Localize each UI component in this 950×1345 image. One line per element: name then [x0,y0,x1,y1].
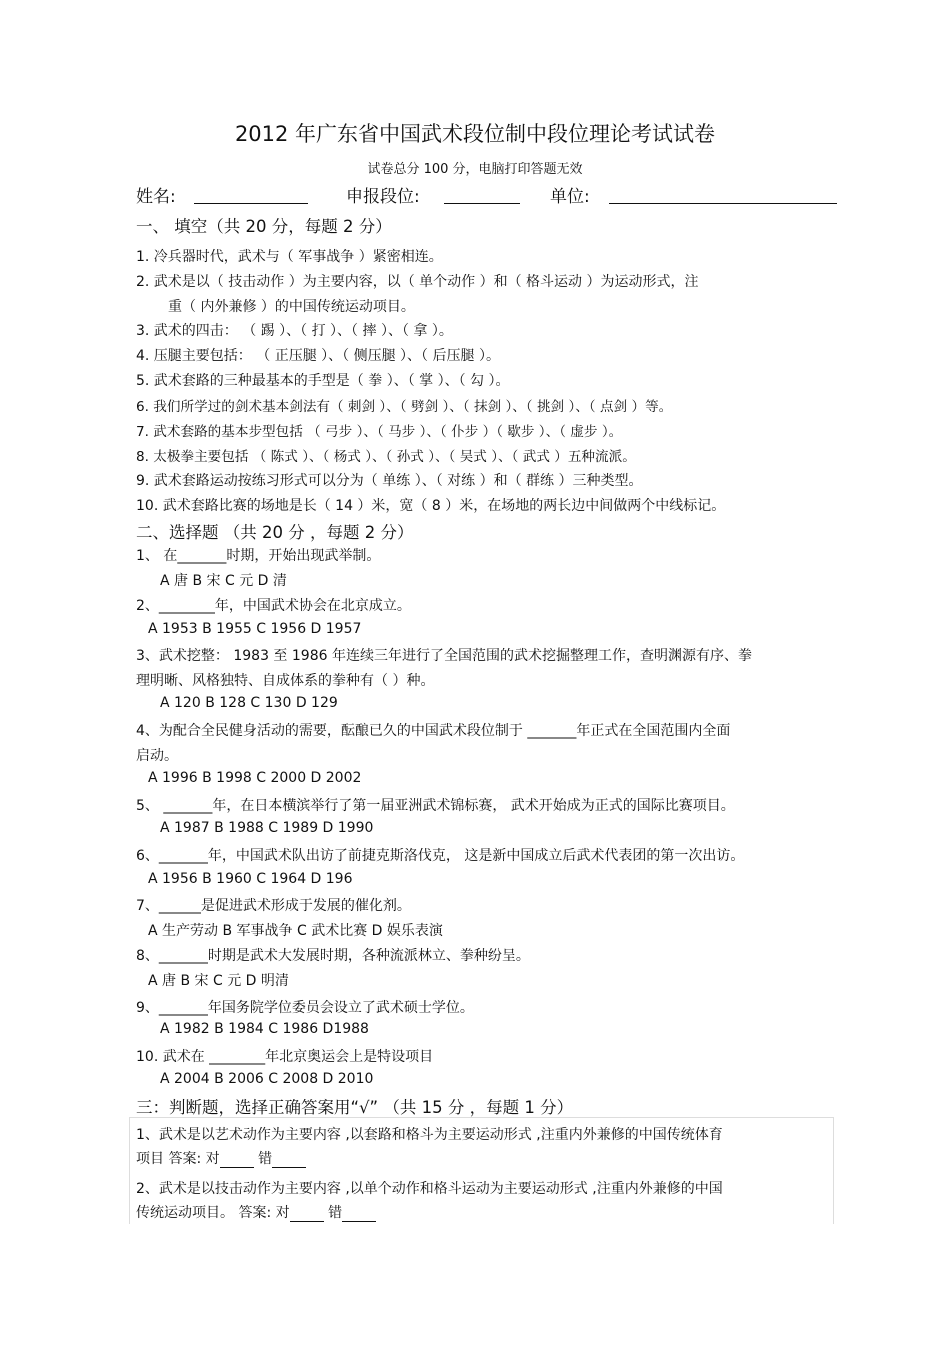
fill-item: 5. 武术套路的三种最基本的手型是（ 拳 ）、（ 掌 ）、（ 勾 ）。 [136,373,510,389]
judge-answer-2 [136,1202,376,1222]
name-blank[interactable] [194,203,308,204]
choice-options: A 唐 B 宋 C 元 D 清 [160,573,287,589]
choice-options: A 生产劳动 B 军事战争 C 武术比赛 D 娱乐表演 [148,923,443,939]
judge-question-2: 2、武术是以技击动作为主要内容 ,以单个动作和格斗运动为主要运动形式 ,注重内外兼修的中国 [136,1181,723,1197]
fill-item: 6. 我们所学过的剑术基本剑法有（ 刺剑 ）、（ 劈剑 ）、（ 抹剑 ）、（ 挑剑 ）、（ 点剑 ）等。 [136,399,673,415]
choice-question: 1、 在_______时期，开始出现武举制。 [136,548,381,564]
judge-answer-2-label: 传统运动项目。 答案: 对 [136,1205,290,1221]
fill-item: 3. 武术的四击： （ 踢 ）、（ 打 ）、（ 摔 ）、（ 拿 ）。 [136,323,453,339]
exam-subtitle: 试卷总分 100 分，电脑打印答题无效 [367,162,583,177]
choice-question: 7、______是促进武术形成于发展的催化剂。 [136,898,411,914]
true-blank[interactable] [220,1153,254,1168]
fill-item: 10. 武术套路比赛的场地是长（ 14 ）米，宽（ 8 ）米，在场地的两长边中间做两个中线标记。 [136,498,726,514]
fill-item: 7. 武术套路的基本步型包括 （ 弓步 ）、（ 马步 ）、（ 仆步 ）（ 歇步 ）、（ 虚步 ）。 [136,424,623,440]
false-blank[interactable] [272,1153,306,1168]
fill-item: 重（ 内外兼修 ）的中国传统运动项目。 [168,299,415,315]
choice-options: A 1987 B 1988 C 1989 D 1990 [160,820,374,836]
fill-item: 2. 武术是以（ 技击动作 ）为主要内容，以（ 单个动作 ）和（ 格斗运动 ）为运动形式，注 [136,274,699,290]
fill-item: 8. 太极拳主要包括 （ 陈式 ）、（ 杨式 ）、（ 孙式 ）、（ 吴式 ）、（ 武式 ）五种流派。 [136,449,636,465]
unit-label: 单位: [550,187,590,207]
section-1-heading: 一、 填空（共 20 分，每题 2 分） [136,217,392,236]
choice-options: A 1953 B 1955 C 1956 D 1957 [148,621,362,637]
choice-question: 启动。 [136,748,178,764]
rank-blank[interactable] [444,203,520,204]
name-label: 姓名: [136,187,176,207]
choice-question: 10. 武术在 ________年北京奥运会上是特设项目 [136,1049,434,1065]
false-label: 错 [323,1205,343,1221]
fill-item: 9. 武术套路运动按练习形式可以分为（ 单练 ）、（ 对练 ）和（ 群练 ）三种类型。 [136,473,643,489]
true-blank[interactable] [290,1207,324,1222]
false-blank[interactable] [342,1207,376,1222]
choice-options: A 2004 B 2006 C 2008 D 2010 [160,1071,374,1087]
exam-title: 2012 年广东省中国武术段位制中段位理论考试试卷 [234,122,716,146]
choice-question: 4、为配合全民健身活动的需要，酝酿已久的中国武术段位制于 _______年正式在全国范围内全面 [136,723,731,739]
section-3-heading: 三：判断题，选择正确答案用“√” （共 15 分 ，每题 1 分） [136,1098,574,1117]
choice-question: 理明晰、风格独特、自成体系的拳种有（ ）种。 [136,673,435,689]
false-label: 错 [253,1151,273,1167]
section-2-heading: 二、选择题 （共 20 分 ，每题 2 分） [136,523,414,542]
choice-options: A 1996 B 1998 C 2000 D 2002 [148,770,362,786]
fill-item: 1. 冷兵器时代，武术与（ 军事战争 ）紧密相连。 [136,249,443,265]
rank-label: 申报段位: [346,187,420,207]
choice-options: A 唐 B 宋 C 元 D 明清 [148,973,289,989]
choice-question: 8、_______时期是武术大发展时期，各种流派林立、拳种纷呈。 [136,948,530,964]
judge-question-1: 1、武术是以艺术动作为主要内容 ,以套路和格斗为主要运动形式 ,注重内外兼修的中国传统体育 [136,1127,723,1143]
choice-question: 2、________年，中国武术协会在北京成立。 [136,598,411,614]
choice-question: 5、 _______年，在日本横滨举行了第一届亚洲武术锦标赛， 武术开始成为正式的国际比赛项目。 [136,798,735,814]
choice-options: A 1982 B 1984 C 1986 D1988 [160,1021,369,1037]
choice-question: 6、_______年，中国武术队出访了前捷克斯洛伐克， 这是新中国成立后武术代表团的第一次出访。 [136,848,745,864]
judge-answer-1-label: 项目 答案: 对 [136,1151,220,1167]
fill-item: 4. 压腿主要包括： （ 正压腿 ）、（ 侧压腿 ）、（ 后压腿 ）。 [136,348,500,364]
choice-question: 3、武术挖整： 1983 至 1986 年连续三年进行了全国范围的武术挖掘整理工作，查明渊源有序、拳 [136,648,752,664]
judge-answer-1 [136,1148,306,1168]
choice-question: 9、_______年国务院学位委员会设立了武术硕士学位。 [136,1000,474,1016]
choice-options: A 120 B 128 C 130 D 129 [160,695,338,711]
choice-options: A 1956 B 1960 C 1964 D 196 [148,871,353,887]
unit-blank[interactable] [609,203,837,204]
